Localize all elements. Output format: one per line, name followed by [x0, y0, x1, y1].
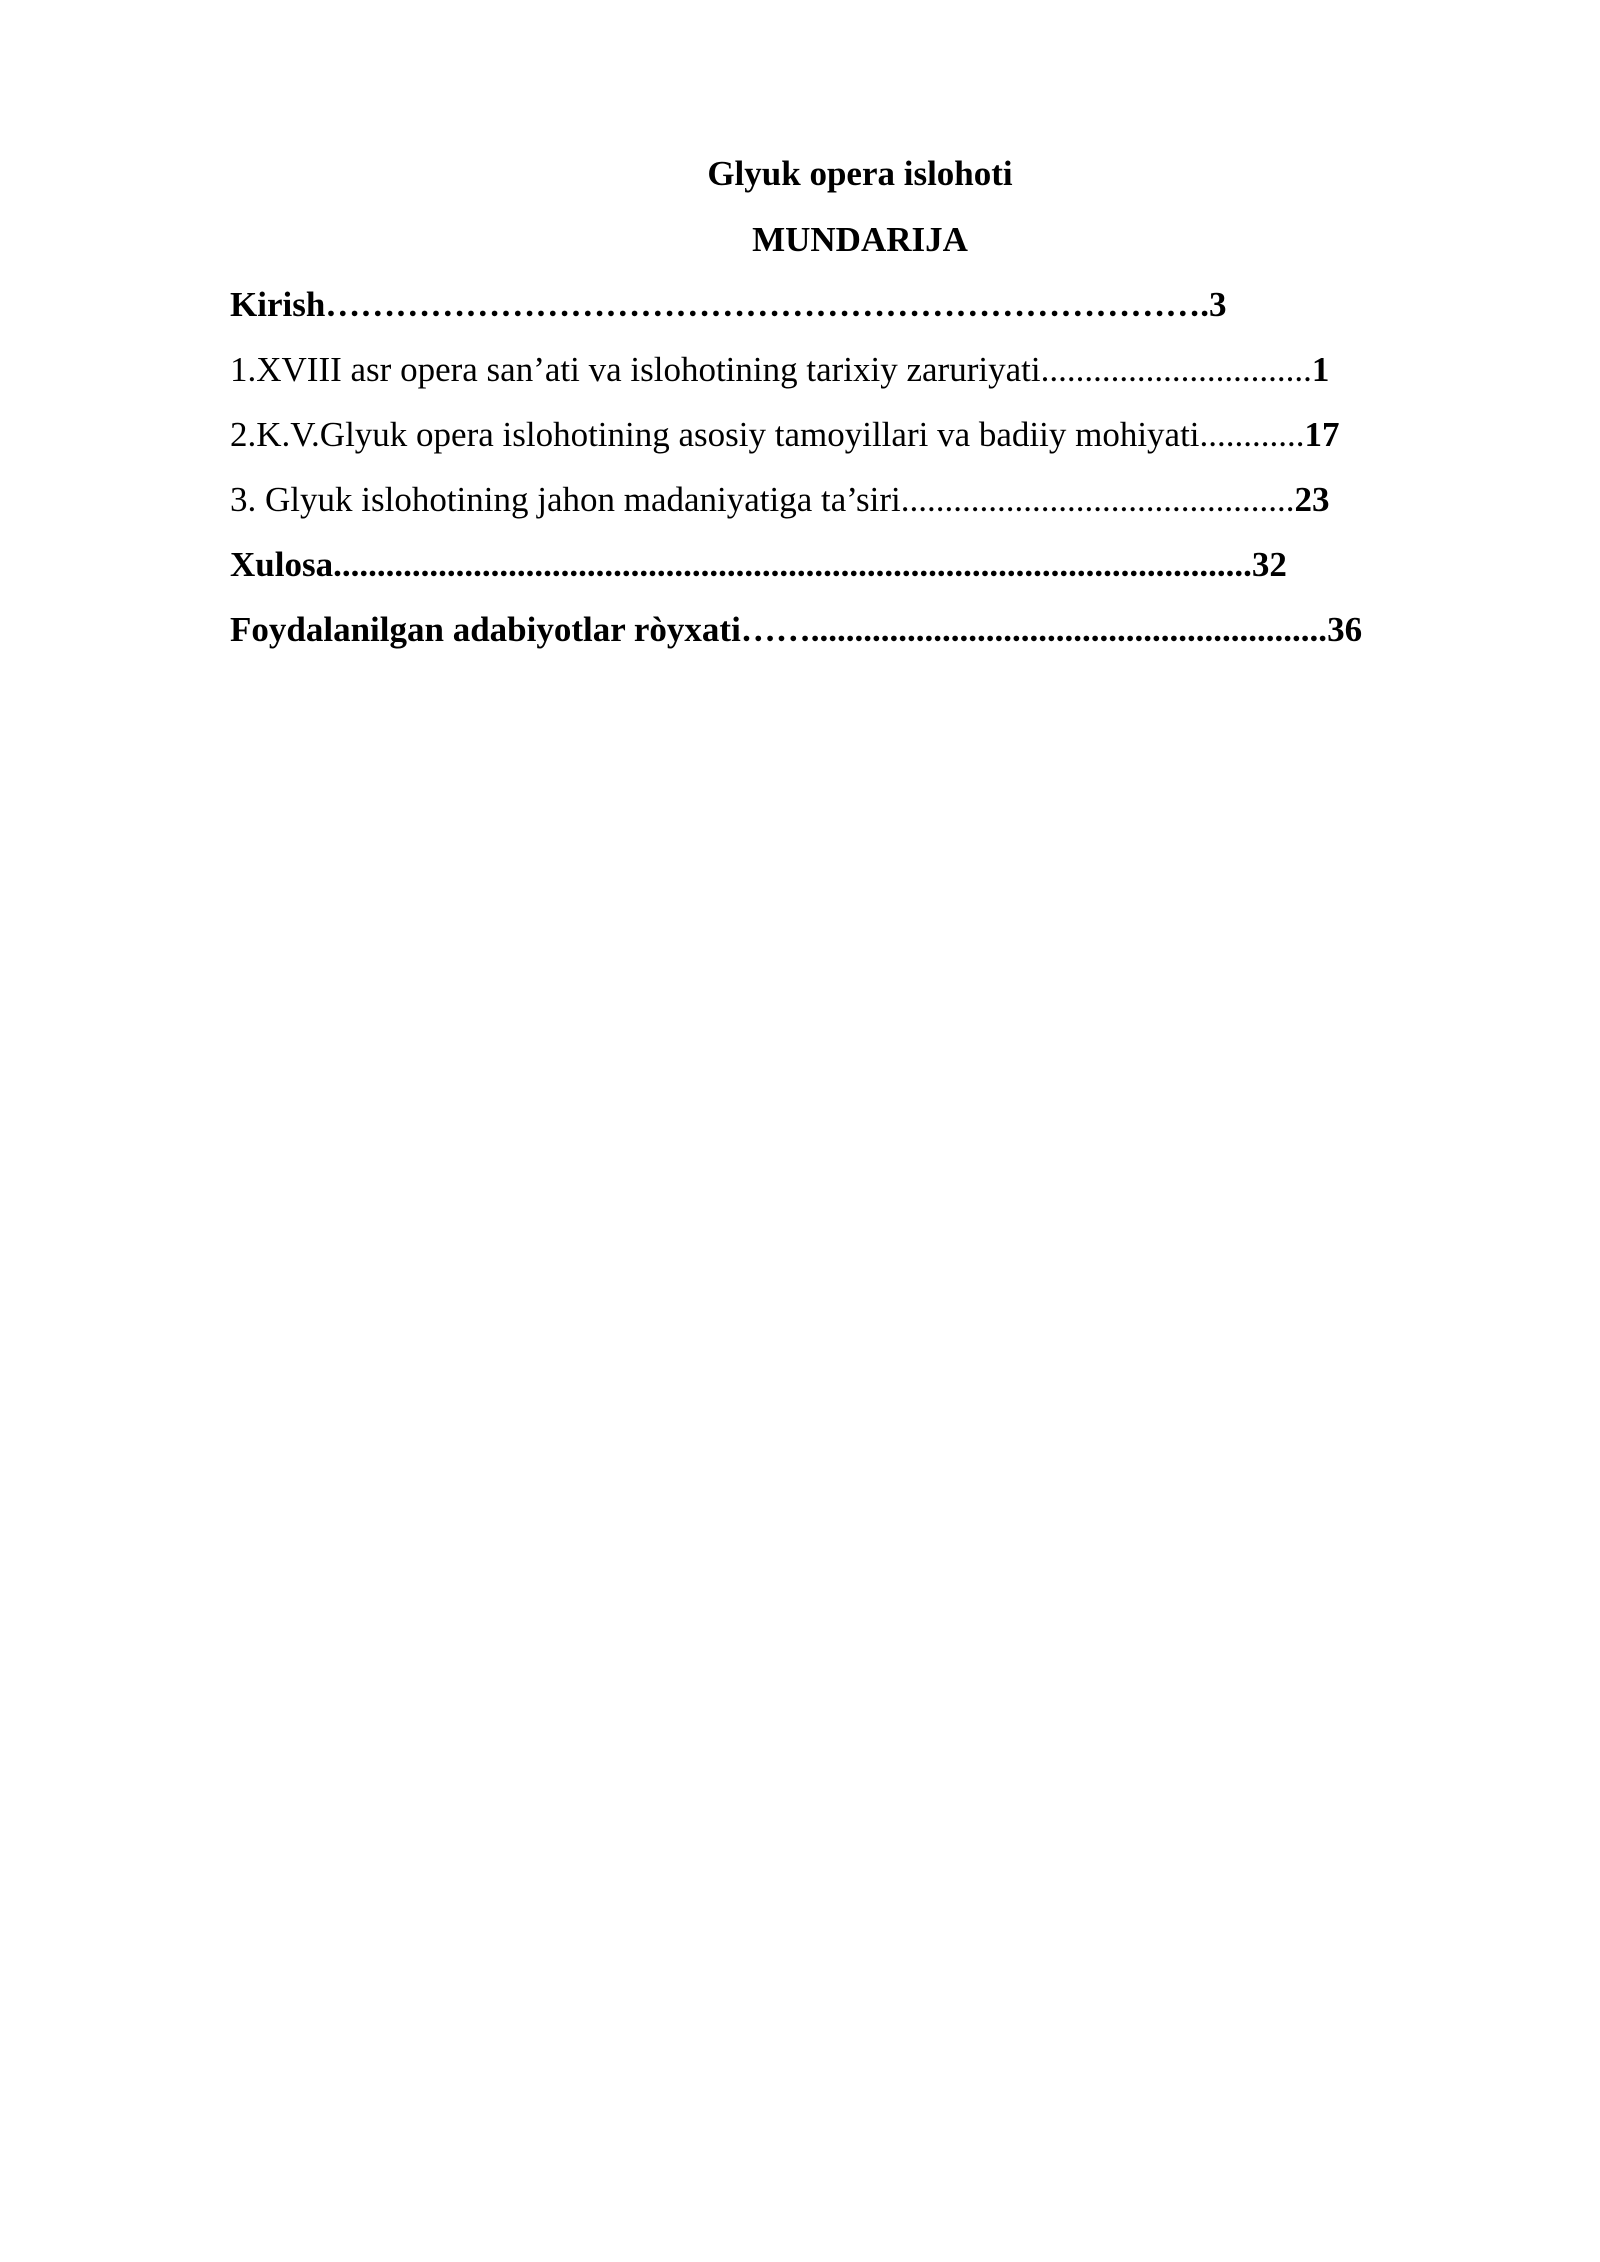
document-title: Glyuk opera islohoti [707, 154, 1013, 193]
toc-entry-page-number: 23 [1294, 480, 1330, 519]
table-of-contents [230, 283, 1362, 673]
toc-entry-text: Kirish…………………………………………………………………. [230, 285, 1210, 324]
toc-entry-chapter-3 [230, 478, 1362, 543]
toc-entry-page-number: 1 [1311, 350, 1330, 389]
toc-entry-xulosa [230, 543, 1362, 608]
toc-entry-text: 3. Glyuk islohotining jahon madaniyatiga ta’siri............................................. [230, 480, 1295, 519]
toc-entry-kirish [230, 283, 1362, 348]
toc-entry-page-number: 3 [1209, 285, 1227, 324]
toc-entry-text: Foydalanilgan adabiyotlar ròyxati……........................................................... [230, 610, 1328, 649]
toc-entry-chapter-2 [230, 413, 1362, 478]
toc-entry-page-number: 36 [1327, 610, 1363, 649]
toc-entry-page-number: 32 [1251, 545, 1287, 584]
toc-entry-text: 1.XVIII asr opera san’ati va islohotining tarixiy zaruriyati............................... [230, 350, 1312, 389]
toc-entry-bibliography [230, 608, 1362, 673]
toc-heading: MUNDARIJA [752, 220, 968, 259]
toc-entry-chapter-1 [230, 348, 1362, 413]
toc-entry-page-number: 17 [1304, 415, 1340, 454]
toc-entry-text: 2.K.V.Glyuk opera islohotining asosiy tamoyillari va badiiy mohiyati............ [230, 415, 1305, 454]
toc-entry-text: Xulosa......................................................................................................... [230, 545, 1252, 584]
